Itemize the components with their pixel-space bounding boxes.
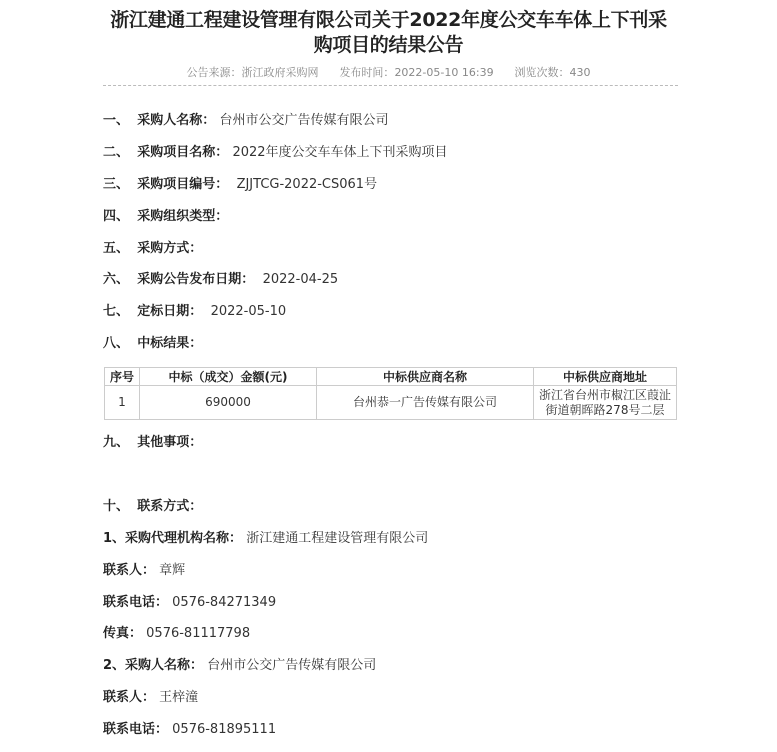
section-buyer-name	[103, 112, 388, 130]
section-publish-date	[103, 271, 338, 289]
section-label: 采购项目名称：	[137, 145, 229, 160]
contact-label: 1、采购代理机构名称：	[103, 531, 243, 546]
section-project-number	[103, 176, 377, 194]
section-value: ZJJTCG-2022-CS061号	[236, 177, 378, 192]
title-line-2: 购项目的结果公告	[313, 34, 464, 56]
contact-label: 联系人：	[103, 690, 156, 705]
section-label: 采购组织类型：	[137, 209, 229, 224]
views-label: 浏览次数：	[514, 66, 570, 79]
section-number: 八、	[103, 336, 130, 351]
views-value: 430	[569, 66, 591, 79]
section-number: 一、	[103, 113, 130, 128]
page-title	[0, 8, 777, 58]
section-label: 采购项目编号：	[137, 177, 229, 192]
section-label: 中标结果：	[137, 336, 203, 351]
section-value: 台州市公交广告传媒有限公司	[219, 113, 389, 128]
contact-label: 2、采购人名称：	[103, 658, 204, 673]
section-number: 五、	[103, 241, 130, 256]
divider	[103, 85, 678, 86]
section-number: 六、	[103, 272, 130, 287]
source-value: 浙江政府采购网	[241, 66, 319, 79]
award-result-table	[104, 367, 677, 420]
section-number: 十、	[103, 499, 130, 514]
section-contact	[103, 498, 202, 516]
section-method	[103, 240, 202, 258]
cell-no: 1	[105, 386, 140, 420]
section-label: 采购方式：	[137, 241, 203, 256]
section-number: 三、	[103, 177, 130, 192]
contact-value: 0576-84271349	[172, 595, 277, 610]
section-value: 2022-04-25	[262, 272, 339, 287]
section-label: 采购公告发布日期：	[137, 272, 255, 287]
contact-buyer	[103, 657, 376, 675]
header-amount: 中标（成交）金额(元)	[140, 368, 317, 386]
address-line-1: 浙江省台州市椒江区葭沚	[538, 387, 671, 402]
header-no: 序号	[105, 368, 140, 386]
contact-value: 台州市公交广告传媒有限公司	[207, 658, 377, 673]
contact-agency	[103, 530, 428, 548]
section-label: 定标日期：	[137, 304, 203, 319]
section-award-date	[103, 303, 286, 321]
section-label: 采购人名称：	[137, 113, 216, 128]
contact-label: 传真：	[103, 626, 143, 641]
section-award-result	[103, 335, 202, 353]
contact-value: 0576-81117798	[146, 626, 251, 641]
announcement-meta	[0, 64, 777, 80]
contact-label: 联系人：	[103, 563, 156, 578]
section-number: 四、	[103, 209, 130, 224]
contact-buyer-person	[103, 689, 198, 707]
title-line-1: 浙江建通工程建设管理有限公司关于2022年度公交车车体上下刊采	[110, 9, 667, 31]
contact-agency-person	[103, 562, 185, 580]
section-number: 二、	[103, 145, 130, 160]
section-label: 联系方式：	[137, 499, 203, 514]
table-row	[105, 386, 677, 420]
contact-value: 王梓潼	[159, 690, 199, 705]
contact-agency-fax	[103, 625, 250, 643]
time-value: 2022-05-10 16:39	[394, 66, 494, 79]
contact-value: 0576-81895111	[172, 722, 277, 737]
table-header-row	[105, 368, 677, 386]
section-project-name	[103, 144, 448, 162]
section-label: 其他事项：	[137, 435, 203, 450]
section-other-matters	[103, 434, 202, 452]
contact-value: 章辉	[159, 563, 186, 578]
cell-supplier: 台州恭一广告传媒有限公司	[317, 386, 534, 420]
section-number: 七、	[103, 304, 130, 319]
contact-value: 浙江建通工程建设管理有限公司	[246, 531, 429, 546]
source-label: 公告来源：	[186, 66, 242, 79]
section-value: 2022年度公交车车体上下刊采购项目	[232, 145, 448, 160]
section-value: 2022-05-10	[210, 304, 287, 319]
contact-buyer-phone	[103, 721, 276, 739]
contact-label: 联系电话：	[103, 722, 169, 737]
cell-address	[534, 386, 677, 420]
cell-amount: 690000	[140, 386, 317, 420]
address-line-2: 街道朝晖路278号二层	[545, 402, 665, 417]
time-label: 发布时间：	[339, 66, 395, 79]
contact-agency-phone	[103, 594, 276, 612]
header-supplier: 中标供应商名称	[317, 368, 534, 386]
contact-label: 联系电话：	[103, 595, 169, 610]
header-address: 中标供应商地址	[534, 368, 677, 386]
section-org-type	[103, 208, 228, 226]
section-number: 九、	[103, 435, 130, 450]
